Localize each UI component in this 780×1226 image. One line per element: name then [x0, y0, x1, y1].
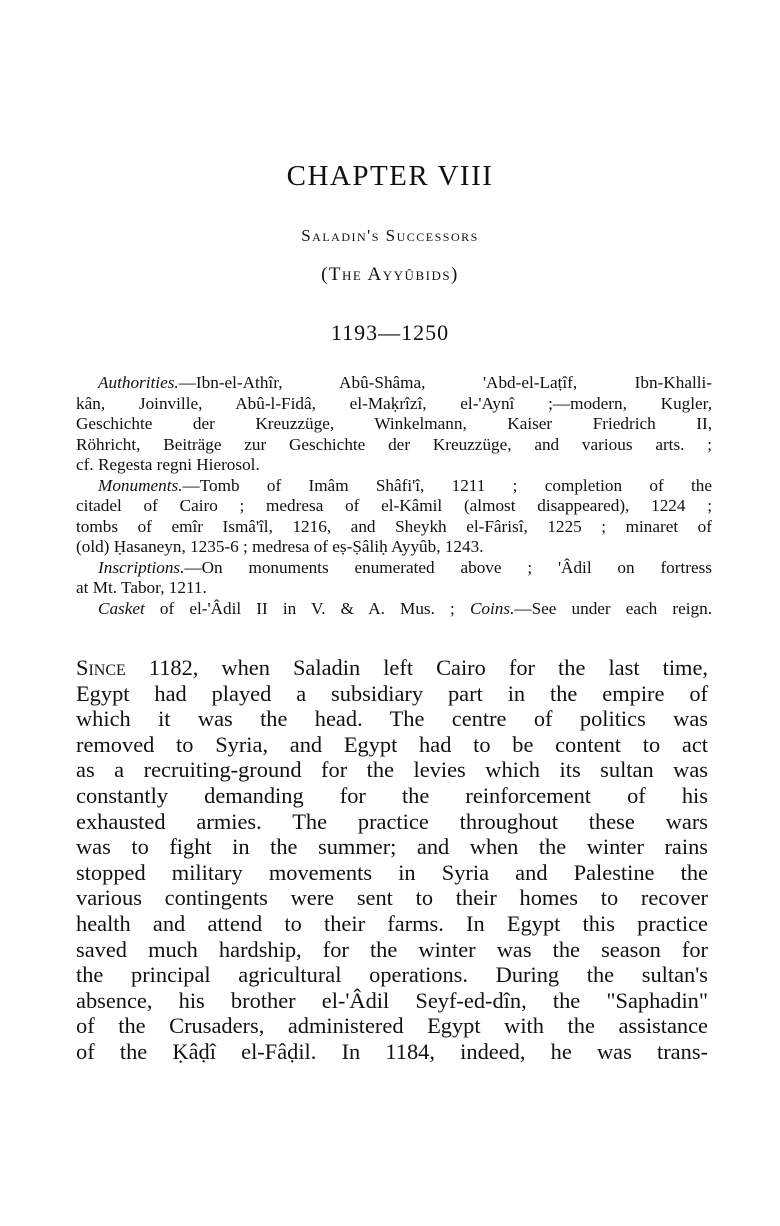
body-line: various contingents were sent to their homes to recover: [76, 885, 708, 911]
body-line: of the Ḳâḍî el-Fâḍil. In 1184, indeed, he was trans-: [76, 1038, 708, 1064]
body-line: which it was the head. The centre of politics was: [76, 706, 708, 732]
inscriptions-line: at Mt. Tabor, 1211.: [76, 578, 207, 597]
authorities-line: kân, Joinville, Abû-l-Fidâ, el-Maḳrîzî, el-'Aynî ;—modern, Kugler,: [76, 393, 712, 413]
monuments-line: tombs of emîr Ismâ'îl, 1216, and Sheykh el-Fârisî, 1225 ; minaret of: [76, 516, 712, 536]
section-label: Coins.: [469, 598, 515, 618]
casket-coins-line: Casket of el-'Âdil II in V. & A. Mus. ; Coins.—See under each reign.: [98, 598, 712, 618]
opening-word: Since: [76, 655, 126, 680]
section-label: Monuments.: [98, 475, 183, 495]
chapter-title: CHAPTER VIII: [286, 160, 494, 192]
authorities-line: Röhricht, Beiträge zur Geschichte der Kreuzzüge, and various arts. ;: [76, 434, 712, 454]
section-label: Inscriptions.: [98, 557, 185, 577]
body-paragraph: [76, 655, 708, 1065]
chapter-dynasty: (The Ayyûbids): [321, 264, 459, 285]
authorities-line: cf. Regesta regni Hierosol.: [76, 455, 260, 474]
body-line: as a recruiting-ground for the levies which its sultan was: [76, 757, 708, 783]
section-label: Casket: [98, 598, 145, 618]
inscriptions-line: Inscriptions.—On monuments enumerated above ; 'Âdil on fortress: [98, 557, 712, 577]
monuments-line: (old) Ḥasaneyn, 1235-6 ; medresa of eṣ-Ṣâliḥ Ayyûb, 1243.: [76, 537, 484, 556]
authorities-block: [76, 373, 712, 619]
body-line: Egypt had played a subsidiary part in the empire of: [76, 680, 708, 706]
body-line: stopped military movements in Syria and Palestine the: [76, 859, 708, 885]
chapter-subtitle: Saladin's Successors: [301, 226, 479, 245]
body-line: the principal agricultural operations. During the sultan's: [76, 962, 708, 988]
body-line: absence, his brother el-'Âdil Seyf-ed-dîn, the "Saphadin": [76, 987, 708, 1013]
monuments-line: Monuments.—Tomb of Imâm Shâfi'î, 1211 ; completion of the: [98, 475, 712, 495]
body-line: constantly demanding for the reinforcement of his: [76, 782, 708, 808]
authorities-line: Authorities.—Ibn-el-Athîr, Abû-Shâma, 'Abd-el-Laṭîf, Ibn-Khalli-: [98, 373, 712, 392]
body-line: was to fight in the summer; and when the winter rains: [76, 834, 708, 860]
body-line: saved much hardship, for the winter was the season for: [76, 936, 708, 962]
monuments-line: citadel of Cairo ; medresa of el-Kâmil (almost disappeared), 1224 ;: [76, 496, 712, 515]
body-line: Since 1182, when Saladin left Cairo for the last time,: [76, 655, 708, 680]
section-label: Authorities.: [98, 373, 179, 392]
body-line: removed to Syria, and Egypt had to be content to act: [76, 731, 708, 757]
body-line: exhausted armies. The practice throughout these wars: [76, 808, 708, 834]
body-line: of the Crusaders, administered Egypt with the assistance: [76, 1013, 708, 1039]
chapter-dates: 1193—1250: [330, 320, 450, 345]
authorities-line: Geschichte der Kreuzzüge, Winkelmann, Kaiser Friedrich II,: [76, 414, 712, 433]
body-line: health and attend to their farms. In Egypt this practice: [76, 910, 708, 936]
